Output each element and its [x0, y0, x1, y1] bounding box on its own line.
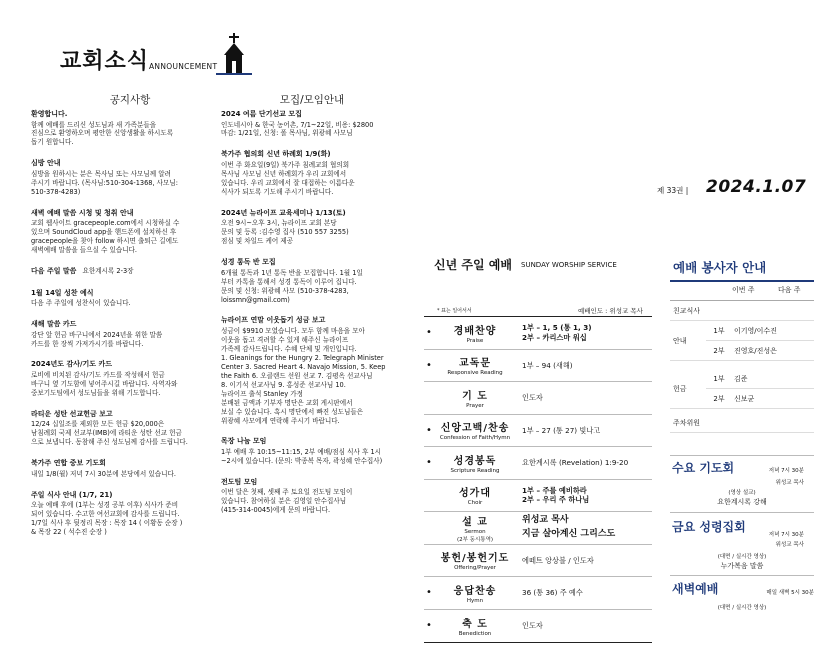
services-divider	[670, 575, 814, 576]
services-divider	[670, 512, 814, 513]
order-item-content: 위성교 목사 지금 살아계신 그리스도	[522, 515, 616, 539]
notice-title: 2024년도 감사/기도 카드	[31, 360, 113, 369]
notice-title: 1월 14일 성찬 예식	[31, 288, 94, 297]
servant-name: 신보균	[734, 395, 755, 403]
order-item-name	[434, 582, 516, 604]
friday-time: 저녁 7시 30분	[768, 532, 804, 538]
order-item-content: 요한계시록 (Revelation) 1:9-20	[522, 458, 629, 468]
order-item-korean: 성가대	[459, 488, 491, 500]
notice-title: 2024 여름 단기선교 모집	[221, 110, 302, 118]
notice-item	[31, 360, 203, 397]
notice-item	[221, 150, 393, 196]
notice-item	[31, 289, 203, 308]
order-item-english: Praise	[466, 337, 484, 344]
worship-order-row	[424, 415, 652, 448]
order-item-english: Benediction	[458, 630, 492, 637]
servant-row	[706, 389, 814, 409]
dawn-time: 매일 새벽 5시 30분	[766, 590, 814, 596]
order-item-name	[434, 549, 516, 571]
notice-body: 함께 예배를 드리신 성도님과 새 가족분들을 진심으로 환영하오며 평안한 신앙생활을 하시도록 돕기 원합니다.	[31, 120, 174, 147]
col-next-week: 다음 주	[778, 286, 801, 294]
dawn-title: 새벽예배	[672, 582, 719, 596]
servant-name: 진영호/진성은	[734, 347, 777, 355]
wednesday-format: (영상 설교)	[728, 490, 756, 496]
col-this-week: 이번 주	[732, 286, 755, 294]
church-icon	[216, 33, 252, 75]
notices-heading: 공지사항	[109, 94, 151, 106]
order-item-korean: 교독문	[459, 358, 491, 370]
order-item-korean: 응답찬송	[453, 585, 497, 597]
notice-body: 다음 주 주일에 성찬식이 있습니다.	[31, 299, 131, 308]
order-item-english: Scripture Reading	[450, 467, 500, 474]
order-item-content: 인도자	[522, 621, 543, 631]
notice-item	[31, 320, 203, 348]
order-item-korean: 기 도	[462, 390, 488, 402]
order-item-english: Confession of Faith/Hymn	[439, 435, 511, 442]
worship-order-row	[424, 610, 652, 643]
notice-body: 성금이 $9910 모였습니다. 모두 함께 마음을 모아 이웃을 돕고 격려할 수 있게 해주신 뉴라이프 가족께 감사드립니다. 수혜 단체 및 개인입니다. 1. Gleanings for the Hungry 2. Telegraph Minister Center 3. Sacred Heart 4. Navajo Mission, 5. Keep the Faith 6. 오클랜드 선원 선교 7. 김평옥 선교사님 8. 이기석 선교사님 9. 홍성준 선교사님 10. 뉴라이프 출석 Stanley 가정 분배된 금액과 기부자 명단은 교회 게시판에서 보실 수 있습니다. 혹시 명단에서 빠진 성도님들은 위광혜 사모에게 연락해 주시기 바랍니다.	[221, 326, 386, 425]
order-item-content: 에떼트 앙상블 / 인도자	[522, 555, 594, 565]
notice-title: 2024년 뉴라이프 교육세미나 1/13(토)	[221, 208, 346, 217]
stand-marker: •	[426, 424, 432, 436]
notice-item	[221, 478, 393, 515]
servant-category: 안내	[673, 336, 687, 345]
notices-list	[31, 110, 203, 549]
notice-title: 전도팀 모임	[221, 477, 258, 486]
wednesday-topic: 요한계시록 강해	[717, 498, 767, 506]
notice-item	[31, 410, 203, 447]
notice-title: 새벽 예배 말씀 시청 및 청취 안내	[31, 208, 134, 217]
order-item-english: Responsive Reading	[447, 370, 503, 377]
order-item-name	[434, 615, 516, 637]
notice-body: 교회 웹사이트 gracepeople.com에서 시청하실 수 있으며 SoundCloud app을 핸드폰에 설치하신 후 gracepeople을 찾아 follow 하시면 출퇴근 길에도 새벽예배 말씀을 들으실 수 있습니다.	[31, 219, 180, 255]
order-item-korean: 축 도	[462, 618, 488, 630]
order-item-name	[434, 452, 516, 474]
friday-presider: 위성교 목사	[775, 542, 804, 548]
order-item-english: Choir	[467, 500, 483, 507]
wednesday-title: 수요 기도회	[672, 461, 735, 475]
notice-body: 요한계시록 2-3장	[82, 267, 134, 276]
order-item-korean: 경배찬양	[453, 325, 497, 337]
worship-order-row	[424, 382, 652, 415]
notice-title: 북가주 연합 중보 기도회	[31, 459, 106, 468]
notice-body: 강단 앞 헌금 바구니에서 2024년을 위한 말씀 카드를 한 장씩 가져가시기를 바랍니다.	[31, 330, 163, 348]
notice-item	[221, 437, 393, 465]
notice-title: 북가주 협의회 신년 하례회 1/9(화)	[221, 150, 331, 159]
notice-item	[221, 209, 393, 246]
notice-title: 환영합니다.	[31, 110, 68, 118]
worship-order-row	[424, 480, 652, 513]
stand-marker: •	[426, 620, 432, 632]
servant-service: 1부	[713, 326, 725, 335]
notice-item	[31, 491, 203, 537]
worship-title: 신년 주일 예배	[434, 258, 512, 272]
stand-marker: •	[426, 587, 432, 599]
notice-title: 라티운 성탄 선교헌금 보고	[31, 409, 113, 418]
servant-name: 이기영/이수진	[734, 326, 777, 335]
notice-body: 6개월 통독과 1년 통독 반을 모집합니다. 1월 1일 부터 카톡을 통해서 성경 통독이 이루어 집니다. 문의 및 신청: 위광혜 사모 (510-378-4283, loissmn@gmail.com)	[221, 268, 363, 304]
order-item-name	[434, 354, 516, 376]
servant-group-guide	[670, 321, 814, 361]
servant-service: 2부	[713, 347, 725, 355]
servant-row-parking	[670, 413, 814, 433]
order-item-name	[434, 513, 516, 543]
page-subtitle: ANNOUNCEMENT	[149, 62, 218, 71]
notice-title: 심방 안내	[31, 159, 61, 168]
notice-item	[221, 110, 393, 138]
notice-title: 목장 나눔 모임	[221, 437, 267, 446]
worship-order-row	[424, 512, 652, 545]
notice-item	[221, 316, 393, 425]
notice-body: 오늘 예배 후에 (1부는 성경 공부 이후) 식사가 준비 되어 있습니다. 수고한 여선교회에 감사를 드립니다. 1/7일 식사 후 뒷정리 목장 : 목장 14 ( 이황동 순장 ) & 목장 22 ( 석수진 순장 )	[31, 501, 183, 537]
order-item-content: 1부 – 주를 예비하라 2부 – 우리 주 하나님	[522, 485, 590, 505]
worship-order	[424, 316, 652, 643]
stand-marker: •	[426, 457, 432, 469]
order-item-name	[434, 484, 516, 506]
order-item-content: 36 (통 36) 주 예수	[522, 588, 583, 598]
order-item-english: Hymn	[466, 597, 484, 604]
recruit-list	[221, 110, 393, 527]
issue-number: 제 33권 |	[657, 186, 689, 195]
worship-subtitle: SUNDAY WORSHIP SERVICE	[521, 261, 617, 269]
order-item-content: 인도자	[522, 393, 543, 403]
friday-title: 금요 성령집회	[672, 520, 746, 534]
notice-body: 로비에 비치된 감사/기도 카드를 작성해서 헌금 바구니 옆 기도함에 넣어주시길 바랍니다. 사역자와 중보기도팀에서 성도님들을 위해 기도합니다.	[31, 371, 178, 397]
friday-format: (대면 / 실시간 영상)	[717, 554, 767, 560]
worship-order-row	[424, 577, 652, 610]
notice-title: 성경 통독 반 모집	[221, 258, 276, 267]
wednesday-time: 저녁 7시 30분	[768, 468, 804, 474]
notice-item	[31, 159, 203, 196]
order-item-name	[434, 387, 516, 409]
notice-body: 12/24 십일조를 제외한 모든 헌금 $20,000은 남침례회 국제 선교부(IMB)에 라티운 성탄 선교 헌금 으로 보냅니다. 동참해 주신 성도님께 감사를 드립니다.	[31, 420, 188, 447]
servant-row	[706, 321, 814, 341]
notice-item	[31, 110, 203, 147]
servant-row	[706, 369, 814, 389]
order-item-korean: 성경봉독	[453, 455, 497, 467]
worship-order-row	[424, 545, 652, 578]
worship-order-row	[424, 447, 652, 480]
notice-body: 이번 주 화요일(9일) 북가주 침례교회 협의회 목사님 사모님 신년 하례회가 우리 교회에서 있습니다. 우리 교회에서 잘 대접하는 이름다운 식사가 되도록 기도해 주시기 바랍니다.	[221, 160, 355, 196]
notice-body: 내일 1/8(월) 저녁 7시 30분에 본당에서 있습니다.	[31, 469, 176, 478]
order-item-content: 1부 – 94 (새해)	[522, 360, 573, 370]
notice-title: 새해 말씀 카드	[31, 320, 77, 329]
servants-title: 예배 봉사자 안내	[673, 260, 767, 275]
notice-title: 뉴라이프 연말 이웃돕기 성금 보고	[221, 316, 326, 325]
worship-order-row	[424, 350, 652, 383]
servant-category: 헌금	[673, 384, 687, 393]
worship-presider: 예배인도 : 위성교 목사	[578, 307, 643, 315]
servant-service: 2부	[713, 395, 725, 403]
servant-row-kitchen	[670, 301, 814, 321]
servants-divider	[670, 280, 814, 282]
servant-service: 1부	[713, 374, 725, 383]
notice-item	[31, 267, 203, 277]
notice-body: 1부 예배 후 10:15~11:15, 2부 예배/점심 식사 후 1시 ~2시에 있습니다. (문의: 박종복 목자, 곽성혜 안수집사)	[221, 447, 383, 465]
issue-date: 2024.1.07	[706, 177, 807, 197]
wednesday-presider: 위성교 목사	[775, 480, 804, 486]
servant-category: 친교식사	[673, 306, 701, 315]
standing-note: * 표는 일어서서	[437, 308, 472, 314]
dawn-format: (대면 / 실시간 영상)	[717, 605, 767, 611]
notice-item	[31, 209, 203, 255]
notice-item	[31, 459, 203, 478]
services-divider	[670, 455, 814, 456]
servant-group-offering	[670, 369, 814, 409]
order-item-korean: 신앙고백/찬송	[440, 423, 510, 435]
servants-table	[670, 300, 814, 433]
order-item-english: Prayer	[466, 402, 484, 409]
order-item-english: Offering/Prayer	[454, 565, 496, 572]
worship-order-row	[424, 317, 652, 350]
notice-line	[31, 267, 203, 277]
page-title: 교회소식	[60, 49, 150, 74]
notice-body: 오전 9시~오후 3시, 뉴라이프 교회 본당 문의 및 등록 :김수영 집사 (510 557 3255) 점심 및 차일드 케어 제공	[221, 219, 349, 246]
notice-body: 인도네시아 & 한국 농어촌, 7/1~22일, 비용: $2800 마감: 1/21일, 신청: 폴 목사님, 위광혜 사모님	[221, 120, 374, 138]
order-item-content: 1부 – 1, 5 (통 1, 3) 2부 – 카리스마 워십	[522, 323, 592, 342]
order-item-name	[434, 322, 516, 344]
notice-title: 주일 식사 안내 (1/7, 21)	[31, 490, 113, 499]
recruit-heading: 모집/모임안내	[279, 94, 345, 106]
stand-marker: •	[426, 327, 432, 339]
order-item-korean: 설 교	[462, 516, 488, 528]
order-item-content: 1부 – 27 (통 27) 빛나고	[522, 425, 601, 435]
servant-category: 주차위원	[673, 418, 701, 427]
stand-marker: •	[426, 359, 432, 371]
notice-title: 다음 주일 말씀	[31, 267, 77, 276]
servant-row	[706, 341, 814, 361]
friday-topic: 누가복음 말씀	[720, 562, 764, 570]
order-item-name	[434, 419, 516, 441]
notice-body: 심방을 원하시는 분은 목사님 또는 사모님께 알려 주시기 바랍니다. (목사님:510-304-1368, 사모님: 510-378-4283)	[31, 169, 179, 196]
notice-body: 이번 달은 첫째, 셋째 주 토요일 전도팀 모임이 있습니다. 참여하실 분은 김영일 안수집사님 (415-314-0045)에게 문의 바랍니다.	[221, 488, 353, 515]
order-item-korean: 봉헌/봉헌기도	[440, 553, 510, 565]
order-item-english: Sermon (2부 동시통역)	[456, 528, 494, 543]
servant-name: 김준	[734, 374, 748, 383]
notice-item	[221, 258, 393, 304]
